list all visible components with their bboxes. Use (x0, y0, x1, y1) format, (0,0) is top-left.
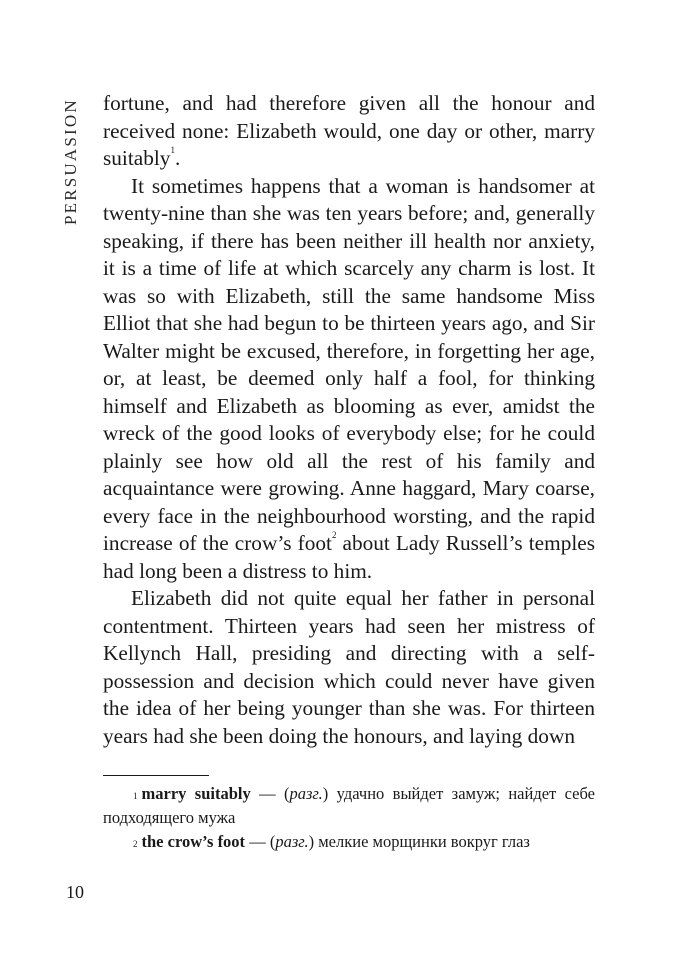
paragraph-2-text: It sometimes happens that a woman is handsomer at twenty-nine than she was ten years before; and, generally speaking, if there has been neither ill health nor anxiety, it is a time of life at which scarcely any charm is lost. It was so with Elizabeth, still the same handsome Miss Elliot that she had begun to be thirteen years ago, and Sir Walter might be excused, therefore, in forgetting her age, or, at least, be deemed only half a fool, for thinking himself and Elizabeth as blooming as ever, amidst the wreck of the good looks of everybody else; for he could plainly see how old all the rest of his family and acquaintance were growing. Anne haggard, Mary coarse, every face in the neighbourhood worsting, and the rapid increase of the crow’s foot (103, 173, 595, 555)
footnotes (103, 782, 595, 854)
running-head: PERSUASION (61, 98, 80, 225)
footnote-1-marker: 1 (133, 791, 138, 801)
body-text (103, 90, 595, 750)
paragraph-3 (103, 585, 595, 750)
paragraph-3-text: Elizabeth did not quite equal her father in personal contentment. Thirteen years had seen her mistress of Kellynch Hall, presiding and directing with a self-possession and decision which could never have given the idea of her being younger than she was. For thirteen years had she been doing the honours, and laying down (103, 586, 595, 748)
footnote-2-gloss: ) мелкие морщинки вокруг глаз (308, 832, 530, 851)
paragraph-1-text-end: . (174, 146, 181, 170)
footnote-1-dash: — ( (250, 784, 290, 803)
footnote-1 (103, 782, 595, 830)
footnote-ref-2[interactable]: 2 (331, 530, 337, 540)
footnote-1-gloss: ) удачно выйдет замуж; найдет себе подходящего мужа (103, 784, 595, 827)
page-number: 10 (66, 882, 84, 902)
footnote-2-dash: — ( (245, 832, 276, 851)
footnote-1-label: разг. (289, 784, 323, 803)
paragraph-1-text: fortune, and had therefore given all the honour and received none: Elizabeth would, one day or other, marry suitably (103, 91, 595, 170)
paragraph-2-text-end: about Lady Russell’s temples had long been a distress to him. (103, 531, 595, 583)
footnote-2-label: разг. (275, 832, 309, 851)
footnote-1-term: marry suitably (141, 784, 251, 803)
footnote-2-term: the crow’s foot (141, 832, 246, 851)
paragraph-2 (103, 173, 595, 586)
paragraph-1 (103, 90, 595, 173)
footnote-2-marker: 2 (133, 839, 138, 849)
footnote-2 (103, 830, 595, 854)
footnote-ref-1[interactable]: 1 (170, 145, 175, 155)
footnote-divider (103, 775, 209, 776)
